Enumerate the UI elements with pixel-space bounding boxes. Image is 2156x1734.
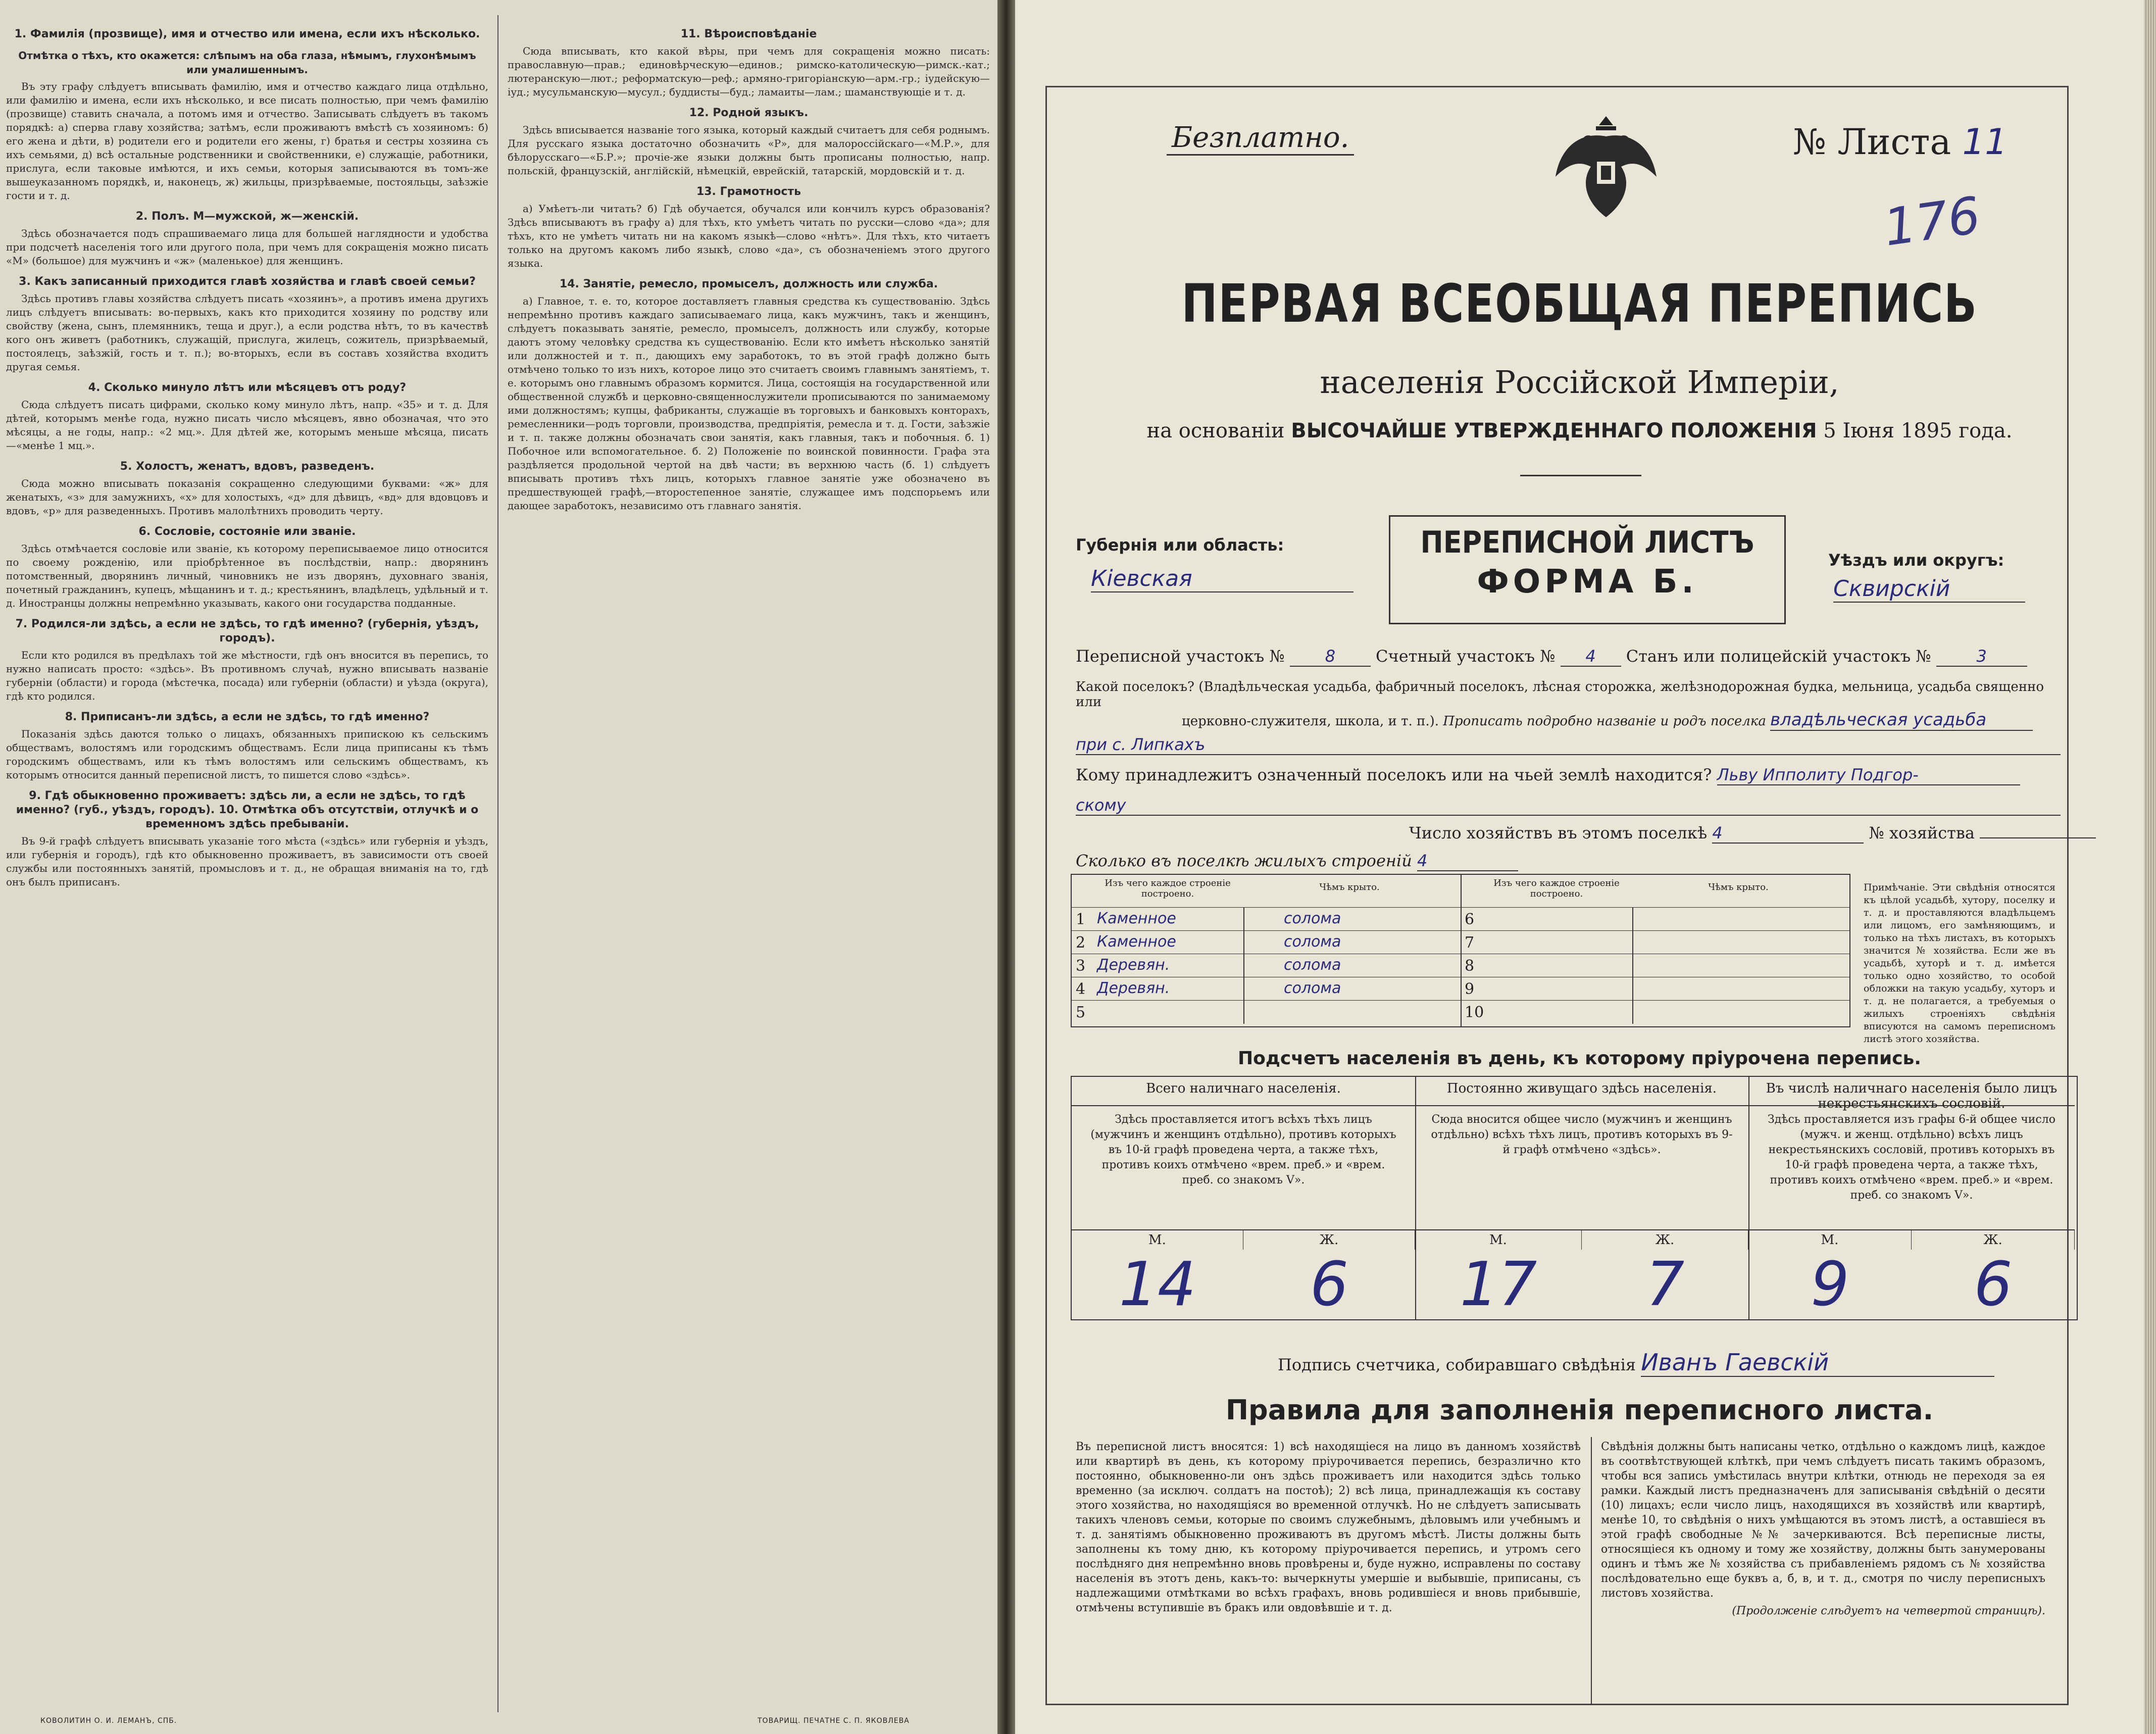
male-label: М.	[1415, 1230, 1582, 1250]
settlement-field[interactable]: владѣльческая усадьба	[1770, 710, 2033, 731]
settlement-question: Какой поселокъ? (Владѣльческая усадьба, фабричный поселокъ, лѣсная сторожка, желѣзнодорожная будка, мельница, усадьба священно или	[1076, 679, 2044, 710]
sex-labels	[1748, 1229, 2075, 1250]
building-roof[interactable]: солома	[1284, 910, 1341, 927]
buildings-table	[1071, 874, 1850, 1027]
buildings-table-left	[1072, 875, 1462, 1026]
building-material[interactable]: Деревян.	[1097, 979, 1170, 997]
title-rule	[1520, 475, 1641, 476]
sheet-number-value: 11	[1962, 121, 2008, 163]
material-header-right: Изъ чего каждое строеніе построено.	[1493, 878, 1620, 899]
count-column	[1072, 1077, 1416, 1319]
basis-decree: ВЫСОЧАЙШЕ УТВЕРЖДЕННАГО ПОЛОЖЕНІЯ	[1291, 419, 1817, 442]
building-row	[1461, 954, 1849, 977]
households-label: Число хозяйствъ въ этомъ поселкѣ	[1409, 823, 1708, 843]
printer-imprint-right: ТОВАРИЩ. ПЕЧАТНЕ С. П. ЯКОВЛЕВА	[758, 1717, 910, 1725]
buildings-count-label: Сколько въ поселкѣ жилыхъ строеній	[1076, 851, 1412, 870]
section-text: Здѣсь вписывается названіе того языка, который каждый считаетъ для себя роднымъ. Для русскаго языка достаточно обозначить «Р», для малороссійскаго—«М.Р.», для бѣлорусскаго—«Б.Р.»; прочіе-же языки должны быть прописаны полностью, напр. польскій, французскій, англійскій, нѣмецкій, еврейскій, татарскій, мордовскій и т. д.	[508, 124, 990, 177]
gubernia-field[interactable]: Кіевская	[1091, 566, 1353, 592]
counting-district-field[interactable]: 4	[1561, 647, 1621, 667]
section-heading: 6. Сословіе, состояніе или званіе.	[138, 525, 356, 538]
building-material[interactable]: Каменное	[1097, 910, 1176, 927]
building-number: 4	[1076, 980, 1086, 998]
form-subtitle: населенія Россійской Имперіи,	[1320, 364, 1839, 401]
buildings-count-field[interactable]: 4	[1417, 851, 1518, 871]
form-name: ПЕРЕПИСНОЙ ЛИСТЪ	[1420, 525, 1754, 560]
sex-labels	[1415, 1229, 1748, 1250]
census-district-field[interactable]: 8	[1290, 647, 1371, 667]
section-heading: 5. Холостъ, женатъ, вдовъ, разведенъ.	[120, 460, 375, 473]
instructions-column-right	[508, 20, 990, 516]
counting-district-label: Счетный участокъ №	[1376, 647, 1556, 666]
section-text: Сюда вписывать, кто какой вѣры, при чемъ для сокращенія можно писать: православную—прав.; единовѣрческую—единов.; римско-католическую—римск.-кат.; лютеранскую—лют.; реформатскую—реф.; армяно-григоріанскую—арм.-гр.; іудейскую—іуд.; мусульманскую—мусул.; буддисты—буд.; ламаиты—лам.; шаманствующіе и т. д.	[508, 45, 990, 98]
stan-field[interactable]: 3	[1936, 647, 2027, 667]
instructions-column-left	[6, 20, 488, 892]
section-heading: 8. Приписанъ-ли здѣсь, а если не здѣсь, то гдѣ именно?	[65, 711, 430, 723]
section-text: Здѣсь противъ главы хозяйства слѣдуетъ писать «хозяинъ», а противъ имена другихъ лицъ слѣдуетъ вписывать: во-первыхъ, какъ кто приходится хозяину по родству или свойству (жена, сынъ, племянникъ, теща и друг.), а если родства нѣтъ, то въ качествѣ кого онъ живетъ (работникъ, служащій, прислуга, жилецъ, сожитель, призрѣваемый, постоялецъ, заѣзжій, гость и т. п.); во-вторыхъ, если въ составъ хозяйства входитъ другая семья.	[6, 292, 488, 373]
stan-label: Станъ или полицейскій участокъ №	[1626, 647, 1931, 666]
districts-line	[1076, 647, 2027, 667]
female-count-field[interactable]: 7	[1645, 1250, 1685, 1320]
section-subheading: Отмѣтка о тѣхъ, кто окажется: слѣпымъ на оба глаза, нѣмымъ, глухонѣмымъ или умалишеннымъ.	[18, 49, 476, 76]
male-count-field[interactable]: 14	[1119, 1250, 1196, 1320]
buildings-table-right	[1461, 875, 1849, 1026]
material-header: Изъ чего каждое строеніе построено.	[1105, 878, 1231, 899]
building-number: 10	[1465, 1004, 1484, 1021]
section-text: Сюда можно вписывать показанія сокращенно следующими буквами: «ж» для женатыхъ, «з» для замужнихъ, «х» для холостыхъ, «д» для дѣвицъ, «вд» для вдовцовъ и вдовъ, «р» для разведенныхъ. Противъ малолѣтнихъ проводить черту.	[6, 477, 488, 517]
female-count-field[interactable]: 6	[1974, 1250, 2013, 1320]
count-column	[1748, 1077, 2075, 1319]
building-number: 8	[1465, 957, 1475, 975]
count-column-description: Сюда вносится общее число (мужчинъ и женщинъ отдѣльно) всѣхъ тѣхъ лицъ, противъ которыхъ въ 9-й графѣ отмѣчено «здѣсь».	[1431, 1113, 1733, 1156]
female-label: Ж.	[1582, 1230, 1748, 1250]
instructions-page	[0, 0, 997, 1734]
enumerator-signature-line	[1278, 1349, 1994, 1377]
printer-imprint: КОВОЛИТИН О. И. ЛЕМАНЪ, СПБ.	[40, 1717, 177, 1725]
section-heading: 14. Занятіе, ремесло, промыселъ, должность или служба.	[559, 278, 938, 290]
signature-field[interactable]: Иванъ Гаевскій	[1641, 1349, 1994, 1377]
count-values	[1748, 1250, 2075, 1320]
building-material[interactable]: Каменное	[1097, 933, 1176, 951]
building-row	[1072, 1000, 1461, 1024]
households-line	[1409, 823, 2096, 844]
male-count-field[interactable]: 9	[1811, 1250, 1849, 1320]
census-form-page	[1015, 0, 2144, 1734]
section-text: Если кто родился въ предѣлахъ той же мѣстности, гдѣ онъ вносится въ перепись, то нужно написать просто: «здѣсь». Въ противномъ случаѣ, нужно вписывать названіе губерніи (области) и города (мѣстечка, посада) или губерніи (области) и уѣзда (округа), гдѣ кто родился.	[6, 649, 488, 702]
section-heading: 2. Полъ. М—мужской, ж—женскій.	[135, 210, 359, 223]
column-divider	[497, 15, 498, 1712]
building-number: 5	[1076, 1004, 1086, 1021]
building-number: 7	[1465, 934, 1475, 952]
form-letter: ФОРМА Б.	[1477, 563, 1698, 601]
sheet-number	[1793, 121, 2008, 163]
female-label: Ж.	[1912, 1230, 2075, 1250]
section-heading: 11. Вѣроисповѣданіе	[680, 28, 817, 40]
buildings-count-line	[1076, 851, 1518, 871]
male-label: М.	[1072, 1230, 1243, 1250]
building-material[interactable]: Деревян.	[1097, 956, 1170, 974]
female-label: Ж.	[1243, 1230, 1415, 1250]
section-heading: 9. Гдѣ обыкновенно проживаетъ: здѣсь ли, а если не здѣсь, то гдѣ именно? (губ., уѣздъ, городъ). 10. Отмѣтка объ отсутствіи, отлучкѣ и о временномъ здѣсь пребываніи.	[16, 789, 479, 830]
building-roof[interactable]: солома	[1284, 933, 1341, 951]
buildings-table-header	[1072, 875, 1461, 907]
gubernia-label: Губернія или область:	[1076, 535, 1284, 555]
household-no-label: № хозяйства	[1869, 823, 1975, 843]
count-column	[1415, 1077, 1749, 1319]
owner-field-cont[interactable]: скому	[1076, 796, 2061, 816]
count-values	[1072, 1250, 1415, 1320]
male-count-field[interactable]: 17	[1460, 1250, 1537, 1320]
rules-divider	[1591, 1437, 1592, 1705]
building-number: 1	[1076, 911, 1086, 928]
sex-labels	[1072, 1229, 1415, 1250]
free-label: Безплатно.	[1167, 121, 1354, 156]
building-row	[1461, 977, 1849, 1001]
buildings-table-header-right	[1461, 875, 1849, 907]
section-heading: 3. Какъ записанный приходится главѣ хозяйства и главѣ своей семьи?	[19, 275, 476, 288]
building-row	[1461, 907, 1849, 931]
count-column-description: Здѣсь проставляется итогъ всѣхъ тѣхъ лицъ (мужчинъ и женщинъ отдѣльно), противъ которыхъ въ 10-й графѣ проведена черта, а также тѣхъ, противъ коихъ отмѣчено «врем. преб.» и «врем. преб. со знакомъ V».	[1090, 1113, 1396, 1186]
building-row	[1072, 930, 1461, 954]
imperial-eagle-emblem	[1550, 106, 1662, 227]
count-values	[1415, 1250, 1748, 1320]
building-row	[1461, 930, 1849, 954]
section-text: Сюда слѣдуетъ писать цифрами, сколько кому минуло лѣтъ, напр. «35» и т. д. Для дѣтей, которымъ менѣе года, нужно писать число мѣсяцевъ, явно обозначая, что это мѣсяцы, а не годы, напр.: «2 мц.». Для дѣтей же, которымъ меньше мѣсяца, писать—«менѣе 1 мц.».	[6, 399, 488, 452]
settlement-hint: Прописать подробно названіе и родъ поселка	[1443, 714, 1766, 729]
population-count-heading: Подсчетъ населенія въ день, къ которому пріурочена перепись.	[1238, 1048, 1921, 1069]
building-row	[1072, 907, 1461, 931]
household-no-field[interactable]	[1980, 837, 2096, 838]
uezd-field[interactable]: Сквирскій	[1833, 576, 2025, 603]
households-field[interactable]: 4	[1712, 823, 1864, 844]
building-row	[1072, 954, 1461, 977]
section-text: а) Умѣетъ-ли читать? б) Гдѣ обучается, обучался или кончилъ курсъ образованія? Здѣсь вписываютъ въ графу а) для тѣхъ, кто умѣетъ читать по русски—слово «да»; для тѣхъ, кто не умѣетъ читать ни на какомъ языкѣ—слово «нѣтъ». Для тѣхъ, кто читаетъ только на другомъ какомъ либо языкѣ, слово «да», съ обозначеніемъ этого другого языка.	[508, 203, 990, 269]
building-roof[interactable]: солома	[1284, 979, 1341, 997]
building-row	[1072, 977, 1461, 1001]
count-column-title: Въ числѣ наличнаго населенія было лицъ некрестьянскихъ сословій.	[1748, 1077, 2075, 1106]
section-heading: 4. Сколько минуло лѣтъ или мѣсяцевъ отъ роду?	[88, 381, 407, 394]
owner-question: Кому принадлежитъ означенный поселокъ или на чьей землѣ находится?	[1076, 765, 1712, 784]
buildings-note: Примѣчаніе. Эти свѣдѣнія относятся къ цѣлой усадьбѣ, хутору, поселку и т. д. и проставляются владѣльцемъ или лицомъ, его замѣняющимъ, и только на тѣхъ листахъ, въ которыхъ значится № хозяйства. Если же въ усадьбѣ, хуторѣ и т. д. имѣется только одно хозяйство, то особой обложки на такую усадьбу, хуторъ и т. д. не полагается, а требуемыя о жилыхъ строеніяхъ свѣдѣнія вписуются на самомъ переписномъ листѣ этого хозяйства.	[1864, 882, 2055, 1045]
uezd-label: Уѣздъ или округъ:	[1828, 551, 2004, 570]
building-roof[interactable]: солома	[1284, 956, 1341, 974]
section-text: а) Главное, т. е. то, которое доставляетъ главныя средства къ существованію. Здѣсь непремѣнно противъ каждаго записываемаго лица, какъ мужчинъ, такъ и женщинъ, слѣдуетъ показывать занятіе, ремесло, промыселъ, должность или службу, которые даютъ этому человѣку средства къ существованію. Если кто имѣетъ нѣсколько занятій или должностей и т. п., дающихъ ему заработокъ, то въ этой графѣ должно быть отмѣчено только то изъ нихъ, которое лицо это считаетъ своимъ главнымъ занятіемъ, т. е. которымъ оно главнымъ образомъ кормится. Лица, состоящія на государственной или общественной службѣ и церковно-священнослужители прописываются по занимаемому ими должностямъ; купцы, фабриканты, служащіе въ торговыхъ и банковыхъ конторахъ, ремесленники—родъ торговли, производства, предпріятія, ремесла и т. д. Гости, заѣзжіе и т. п. также должны обозначать свои занятія, какъ главныя, такъ и побочныя. б. 1) Побочное или вспомогательное. б. 2) Положеніе по воинской повинности. Графа эта раздѣляется продольной чертой на двѣ части; въ верхнюю часть (б. 1) слѣдуетъ вписывать противъ тѣхъ лицъ, которыхъ главное занятіе уже обозначено въ предшествующей графѣ,—второстепенное занятіе, служащее имъ подспорьемъ или дающее заработокъ, независимо отъ главнаго занятія.	[508, 295, 990, 512]
section-text: Здѣсь обозначается подъ спрашиваемаго лица для большей наглядности и удобства при подсчетѣ населенія того или другого пола, при чемъ для сокращенія можно писать «М» (большое) для мужчинъ и «ж» (маленькое) для женщинъ.	[6, 227, 488, 267]
roof-header: Чѣмъ крыто.	[1319, 882, 1380, 893]
book-gutter	[997, 0, 1015, 1734]
section-text: Показанія здѣсь даются только о лицахъ, обязанныхъ припискою къ сельскимъ обществамъ, волостямъ или городскимъ обществамъ. Если лица приписаны къ тѣмъ городскимъ обществамъ, или къ тѣмъ волостямъ или сельскимъ обществамъ, къ которымъ относится данный переписной листъ, то пишется слово «здѣсь».	[6, 728, 488, 781]
section-heading: 13. Грамотность	[696, 185, 801, 198]
rules-column-left: Въ переписной листъ вносятся: 1) всѣ находящіеся на лицо въ данномъ хозяйствѣ или квартирѣ въ день, къ которому пріурочивается перепись, безразлично кто постоянно, обыкновенно-ли онъ здѣсь проживаетъ или находится здѣсь только временно (за исключ. солдатъ на постоѣ); 2) всѣ лица, принадлежащія къ составу этого хозяйства, но находящіяся во временной отлучкѣ. Но не слѣдуетъ записывать такихъ членовъ семьи, которые по своимъ служебнымъ, дѣловымъ или учебнымъ и т. д. занятіямъ обыкновенно проживаютъ въ другомъ мѣстѣ. Листы должны быть заполнены къ тому дню, къ которому пріурочивается перепись, и утромъ сего послѣдняго дня непремѣнно вновь провѣрены и, буде нужно, исправлены по составу населенія въ этотъ день, какъ-то: вычеркнуты умершіе и выбывшіе, приписаны, съ надлежащими отмѣтками во всѣхъ графахъ, вновь родившіеся и вновь прибывшіе, отмѣчены вступившіе въ бракъ или овдовѣвшіе и т. д.	[1076, 1441, 1581, 1614]
building-number: 2	[1076, 934, 1086, 952]
sheet-number-label: № Листа	[1793, 121, 1951, 163]
owner-line	[1076, 765, 2020, 785]
basis-prefix: на основаніи	[1146, 419, 1285, 442]
section-text: Въ 9-й графѣ слѣдуетъ вписывать указаніе того мѣста («здѣсь» или губернія и уѣздъ, или губернія и городъ), гдѣ кто обыкновенно проживаетъ, въ зависимости отъ своей службы или постоянныхъ занятій, промысловъ и т. д., не обращая вниманія на то, гдѣ онъ былъ приписанъ.	[6, 835, 488, 888]
settlement-field-cont[interactable]: при с. Липкахъ	[1076, 735, 2061, 755]
building-row	[1461, 1000, 1849, 1024]
section-text: Здѣсь отмѣчается сословіе или званіе, къ которому переписываемое лицо относится по своему рожденію, или пріобрѣтенное въ послѣдствіи, напр.: дворянинъ потомственный, дворянинъ личный, чиновникъ не изъ дворянъ, духовнаго званія, почетный гражданинъ, купецъ, мѣщанинъ и т. д.; крестьянинъ, владѣлецъ, удѣльный и т. д. Иностранцы должны непремѣнно указывать, какого они государства подданные.	[6, 542, 488, 609]
page-edges	[2144, 0, 2156, 1734]
handwritten-archive-number: 176	[1880, 185, 1984, 258]
section-heading: 1. Фамилія (прозвище), имя и отчество или имена, если ихъ нѣсколько.	[14, 28, 480, 40]
legal-basis	[1015, 419, 2144, 442]
basis-date: 5 Іюня 1895 года.	[1823, 419, 2013, 442]
roof-header-right: Чѣмъ крыто.	[1708, 882, 1769, 893]
male-label: М.	[1748, 1230, 1912, 1250]
building-number: 6	[1465, 911, 1475, 928]
building-number: 9	[1465, 980, 1475, 998]
building-number: 3	[1076, 957, 1086, 975]
rules-title: Правила для заполненія переписного листа.	[1225, 1394, 1934, 1426]
population-count-table	[1071, 1076, 2078, 1320]
count-column-title: Постоянно живущаго здѣсь населенія.	[1415, 1077, 1748, 1106]
section-heading: 12. Родной языкъ.	[689, 107, 809, 119]
section-text: Въ эту графу слѣдуетъ вписывать фамилію, имя и отчество каждаго лица отдѣльно, или фамилію и имена, если ихъ нѣсколько, и все писать полностью, при чемъ фамилію (прозвище) ставить сначала, а потомъ имя и отчество. Записывать слѣдуетъ въ такомъ порядкѣ: а) сперва главу хозяйства; затѣмъ, если проживаютъ вмѣстѣ съ хозяиномъ: б) его жена и дѣти, в) родители его и родители его жены, г) братья и сестры хозяина съ ихъ семьями, д) всѣ остальные родственники и свойственники, е) служащіе, работники, прислуга, если таковые имѣются, и ихъ семьи, которыя записываются въ томъ-же вышеуказанномъ порядкѣ, и, наконецъ, ж) жильцы, призрѣваемые, постояльцы, заѣзжіе гости и т. д.	[6, 80, 488, 202]
settlement-question-2: церковно-служителя, школа, и т. п.).	[1182, 714, 1439, 729]
continued-note: (Продолженіе слѣдуетъ на четвертой страницѣ).	[1732, 1605, 2045, 1617]
form-type-box	[1389, 515, 1786, 624]
census-district-label: Переписной участокъ №	[1076, 647, 1285, 666]
signature-label: Подпись счетчика, собиравшаго свѣдѣнія	[1278, 1355, 1636, 1374]
female-count-field[interactable]: 6	[1310, 1250, 1349, 1320]
section-heading: 7. Родился-ли здѣсь, а если не здѣсь, то гдѣ именно? (губернія, уѣздъ, городъ).	[15, 618, 479, 645]
rules-text-right: Свѣдѣнія должны быть написаны четко, отдѣльно о каждомъ лицѣ, каждое въ соотвѣтствующей клѣткѣ, при чемъ слѣдуетъ писать такимъ образомъ, чтобы вся запись умѣстилась внутри клѣтки, отнюдь не переходя за ея рамки. Каждый листъ предназначенъ для записыванія свѣдѣній о десяти (10) лицахъ; если число лицъ, находящихся въ хозяйствѣ или квартирѣ, менѣе 10, то свѣдѣнія о нихъ умѣщаются въ этомъ листѣ, а оставшіеся въ этой графѣ свободные №№ зачеркиваются. Всѣ переписные листы, относящіеся къ одному и тому же хозяйству, должны быть занумерованы одинъ и тѣмъ же № хозяйства съ прибавленіемъ рядомъ съ № хозяйства послѣдовательно еще буквъ а, б, в, и т. д., смотря по числу переписныхъ листовъ хозяйства.	[1601, 1441, 2045, 1600]
form-title: ПЕРВАЯ ВСЕОБЩАЯ ПЕРЕПИСЬ	[1181, 273, 1978, 334]
owner-field[interactable]: Льву Ипполиту Подгор-	[1717, 765, 2020, 785]
count-column-description: Здѣсь проставляется изъ графы 6-й общее число (мужч. и женщ. отдѣльно) всѣхъ лицъ некрестьянскихъ сословій, противъ которыхъ въ 10-й графѣ проведена черта, а также тѣхъ, противъ коихъ отмѣчено «врем. преб.» и «врем. преб. со знакомъ V».	[1768, 1113, 2055, 1202]
rules-column-right	[1601, 1440, 2045, 1618]
count-column-title: Всего наличнаго населенія.	[1072, 1077, 1415, 1106]
settlement-question-cont	[1182, 710, 2033, 731]
